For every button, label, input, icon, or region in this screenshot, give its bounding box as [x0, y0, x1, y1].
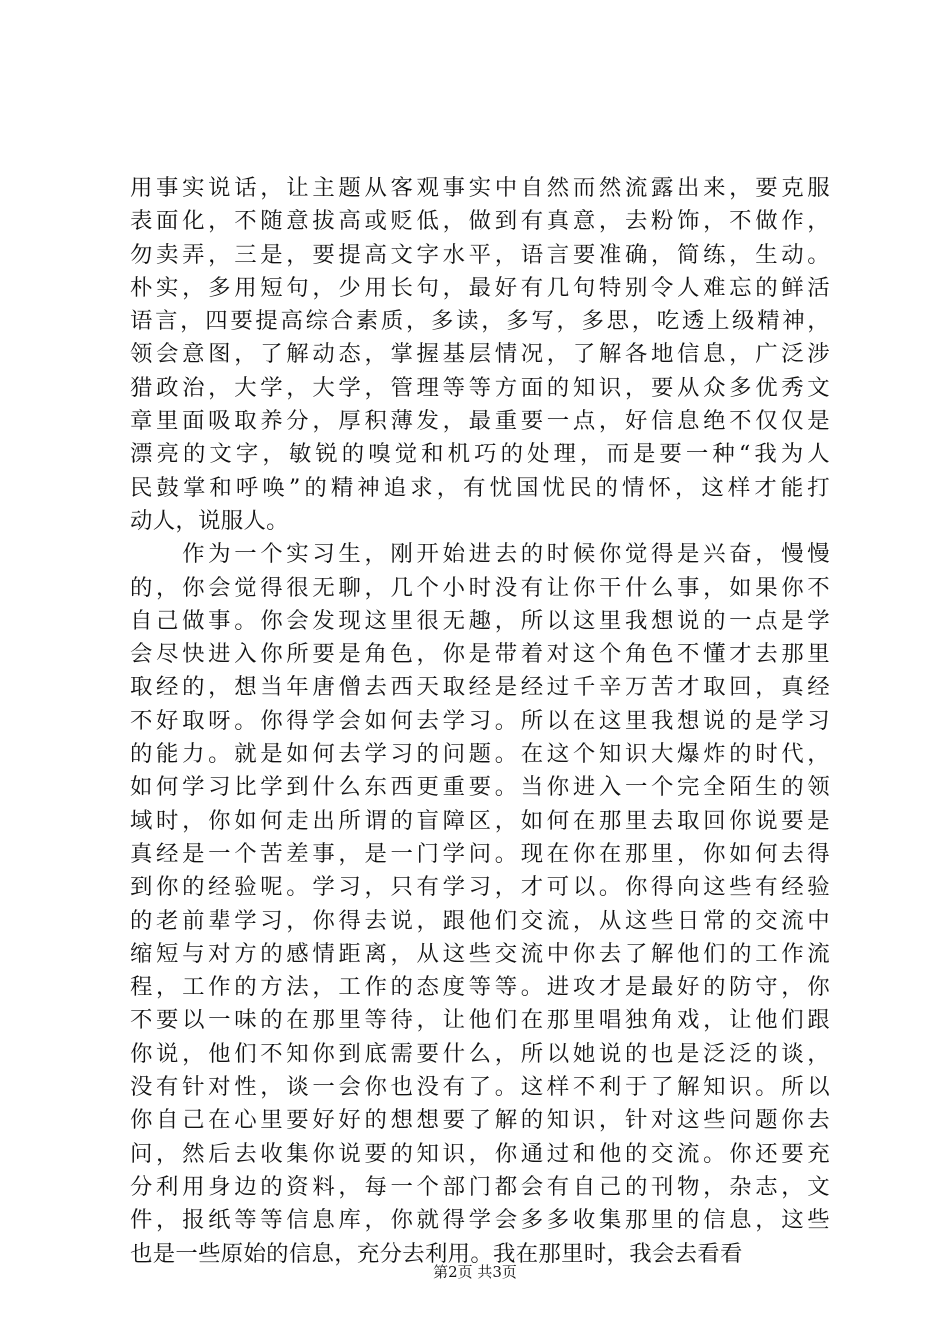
text-line: 程，工作的方法，工作的态度等等。进攻才是最好的防守，你	[130, 974, 830, 1001]
text-line: 民鼓掌和呼唤”的精神追求，有忧国忧民的情怀，这样才能打	[130, 474, 830, 501]
text-line: 表面化，不随意拔高或贬低，做到有真意，去粉饰，不做作，	[130, 208, 830, 235]
text-line: 动人，说服人。	[130, 507, 289, 534]
page-footer: 第2页 共3页	[433, 1263, 517, 1281]
text-line: 不要以一味的在那里等待，让他们在那里唱独角戏，让他们跟	[130, 1007, 830, 1034]
text-line: 取经的，想当年唐僧去西天取经是经过千辛万苦才取回，真经	[130, 674, 830, 701]
text-line: 朴实，多用短句，少用长句，最好有几句特别令人难忘的鲜活	[130, 274, 830, 301]
text-line: 作为一个实习生，刚开始进去的时候你觉得是兴奋，慢慢	[130, 541, 830, 568]
text-line: 问，然后去收集你说要的知识，你通过和他的交流。你还要充	[130, 1140, 830, 1167]
text-line: 领会意图，了解动态，掌握基层情况，了解各地信息，广泛涉	[130, 341, 830, 368]
text-line: 缩短与对方的感情距离，从这些交流中你去了解他们的工作流	[130, 940, 830, 967]
text-line: 如何学习比学到什么东西更重要。当你进入一个完全陌生的领	[130, 774, 830, 801]
text-line: 勿卖弄，三是，要提高文字水平，语言要准确，简练，生动。	[130, 241, 830, 268]
text-line: 不好取呀。你得学会如何去学习。所以在这里我想说的是学习	[130, 707, 830, 734]
text-line: 的老前辈学习，你得去说，跟他们交流，从这些日常的交流中	[130, 907, 830, 934]
text-line: 域时，你如何走出所谓的盲障区，如何在那里去取回你说要是	[130, 807, 830, 834]
body-text	[130, 172, 830, 1271]
text-line: 的能力。就是如何去学习的问题。在这个知识大爆炸的时代，	[130, 741, 830, 768]
text-line: 你说，他们不知你到底需要什么，所以她说的也是泛泛的谈，	[130, 1040, 830, 1067]
text-line: 真经是一个苦差事，是一门学问。现在你在那里，你如何去得	[130, 840, 830, 867]
text-line: 分利用身边的资料，每一个部门都会有自己的刊物，杂志，文	[130, 1173, 830, 1200]
text-line: 件，报纸等等信息库，你就得学会多多收集那里的信息，这些	[130, 1207, 830, 1234]
text-line: 也是一些原始的信息，充分去利用。我在那里时，我会去看看	[130, 1240, 743, 1267]
text-line: 章里面吸取养分，厚积薄发，最重要一点，好信息绝不仅仅是	[130, 408, 830, 435]
text-line: 用事实说话，让主题从客观事实中自然而然流露出来，要克服	[130, 175, 830, 201]
text-line: 会尽快进入你所要是角色，你是带着对这个角色不懂才去那里	[130, 641, 830, 668]
text-line: 没有针对性，谈一会你也没有了。这样不利于了解知识。所以	[130, 1074, 830, 1101]
text-line: 语言，四要提高综合素质，多读，多写，多思，吃透上级精神，	[130, 308, 830, 335]
text-line: 漂亮的文字，敏锐的嗅觉和机巧的处理，而是要一种“我为人	[130, 441, 830, 468]
text-line: 到你的经验呢。学习，只有学习，才可以。你得向这些有经验	[130, 874, 830, 901]
text-line: 自己做事。你会发现这里很无趣，所以这里我想说的一点是学	[130, 607, 830, 634]
text-line: 你自己在心里要好好的想想要了解的知识，针对这些问题你去	[130, 1107, 830, 1134]
text-line: 的，你会觉得很无聊，几个小时没有让你干什么事，如果你不	[130, 574, 830, 601]
text-line: 猎政治，大学，大学，管理等等方面的知识，要从众多优秀文	[130, 374, 830, 401]
